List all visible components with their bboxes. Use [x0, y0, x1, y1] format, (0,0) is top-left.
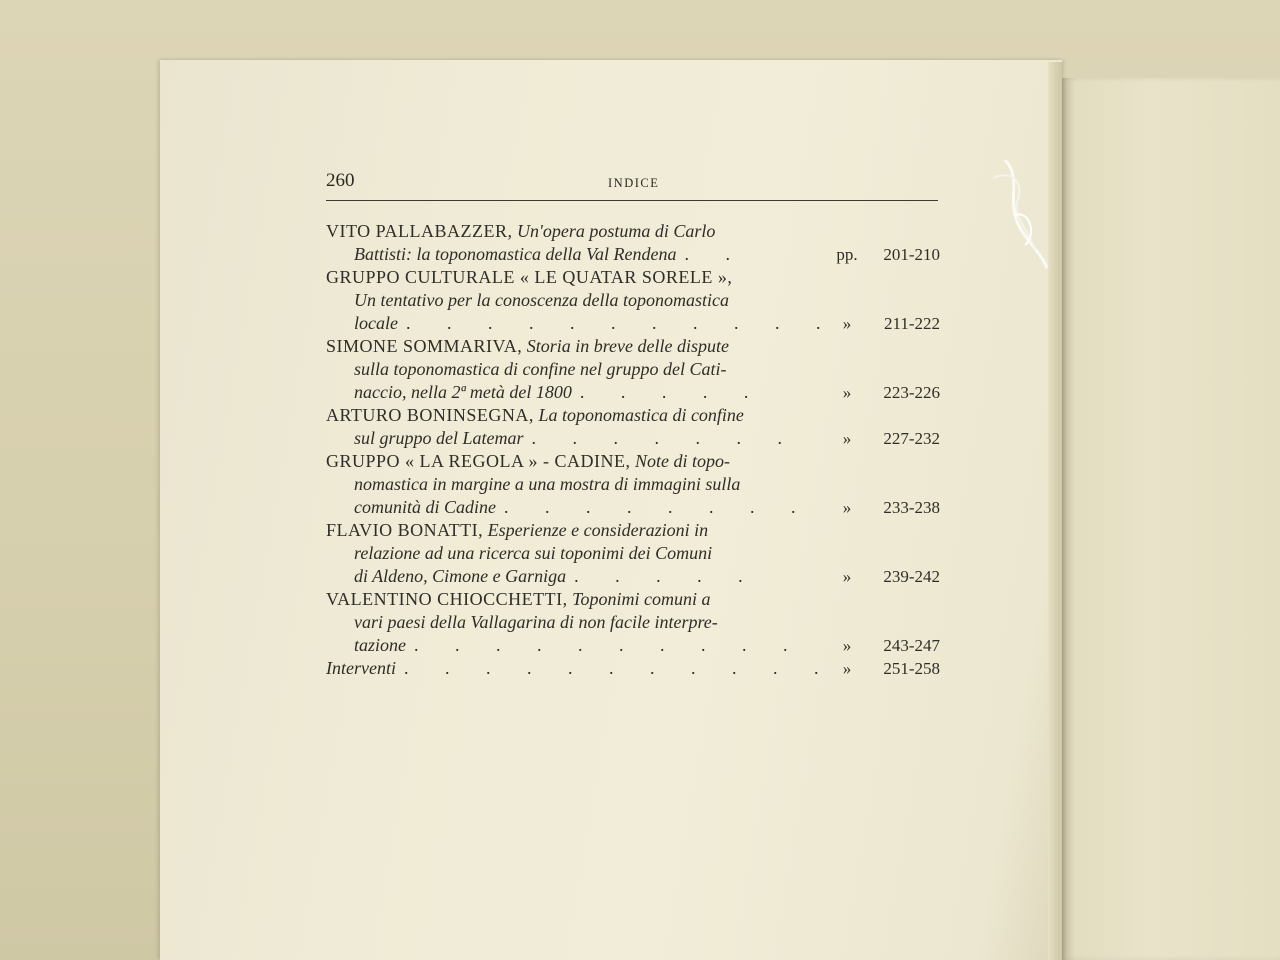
page-header — [326, 170, 938, 201]
running-title: INDICE — [608, 176, 660, 190]
toc-line — [326, 427, 940, 450]
toc-entry — [326, 266, 940, 335]
page-marker: » — [842, 314, 852, 333]
toc-entry — [326, 220, 940, 266]
toc-title: Storia in breve delle dispute — [526, 336, 729, 356]
page-range: 233-238 — [883, 498, 940, 517]
toc-author: FLAVIO BONATTI, — [326, 520, 484, 540]
toc-line — [326, 519, 940, 542]
toc-entry — [326, 404, 940, 450]
toc-title: Un tentativo per la conoscenza della toponomastica — [354, 290, 729, 310]
leader-dots: . . — [684, 244, 746, 264]
toc-author: VALENTINO CHIOCCHETTI, — [326, 589, 568, 609]
page-range: 227-232 — [883, 429, 940, 448]
toc-title: Esperienze e considerazioni in — [487, 520, 709, 540]
toc-entry — [326, 588, 940, 657]
page-range: 223-226 — [883, 383, 940, 402]
toc-author: GRUPPO CULTURALE « LE QUATAR SORELE », — [326, 267, 733, 287]
toc-title: di Aldeno, Cimone e Garniga — [354, 566, 567, 586]
toc-author: ARTURO BONINSEGNA, — [326, 405, 534, 425]
toc-line — [326, 335, 940, 358]
toc-line — [326, 496, 940, 519]
table-of-contents — [326, 220, 940, 680]
toc-title: Interventi — [326, 658, 396, 678]
toc-line — [326, 542, 940, 565]
page-marker: » — [842, 429, 852, 448]
toc-title: relazione ad una ricerca sui toponimi dei Comuni — [354, 543, 713, 563]
toc-author: SIMONE SOMMARIVA, — [326, 336, 523, 356]
toc-title: comunità di Cadine — [354, 497, 496, 517]
page-marker: » — [842, 636, 852, 655]
toc-line — [326, 220, 940, 243]
toc-title: nomastica in margine a una mostra di immagini sulla — [354, 474, 741, 494]
toc-title: Battisti: la toponomastica della Val Rendena — [354, 244, 677, 264]
toc-line — [326, 588, 940, 611]
page-range: 243-247 — [883, 636, 940, 655]
page-range: 239-242 — [883, 567, 940, 586]
leader-dots: . . . . . . . . . . — [414, 635, 804, 655]
toc-title: locale — [354, 313, 398, 333]
toc-title: vari paesi della Vallagarina di non facile interpre- — [354, 612, 718, 632]
page-marker: » — [842, 567, 852, 586]
leader-dots: . . . . . . . — [531, 428, 799, 448]
page-marker: » — [842, 659, 852, 678]
toc-title: Note di topo- — [635, 451, 731, 471]
toc-line — [326, 565, 940, 588]
toc-line — [326, 266, 940, 289]
toc-title: Toponimi comuni a — [572, 589, 711, 609]
toc-line — [326, 657, 940, 680]
toc-line — [326, 381, 940, 404]
page-number: 260 — [326, 170, 355, 191]
toc-line — [326, 473, 940, 496]
page-range: 211-222 — [883, 314, 940, 333]
toc-author: GRUPPO « LA REGOLA » - CADINE, — [326, 451, 631, 471]
toc-line — [326, 243, 940, 266]
leader-dots: . . . . . . . . . . . — [403, 658, 835, 678]
toc-title: Un'opera postuma di Carlo — [517, 221, 716, 241]
toc-title: sulla toponomastica di confine nel gruppo del Cati- — [354, 359, 727, 379]
toc-line — [326, 404, 940, 427]
toc-author: VITO PALLABAZZER, — [326, 221, 513, 241]
leader-dots: . . . . . — [574, 566, 759, 586]
adjacent-page — [1062, 78, 1280, 960]
toc-entry — [326, 519, 940, 588]
page-marker: » — [842, 498, 852, 517]
toc-title: La toponomastica di confine — [538, 405, 744, 425]
toc-title: naccio, nella 2ª metà del 1800 — [354, 382, 572, 402]
toc-title: tazione — [354, 635, 406, 655]
toc-line — [326, 289, 940, 312]
leader-dots: . . . . . — [579, 382, 765, 402]
page-marker: » — [842, 383, 852, 402]
toc-title: sul gruppo del Latemar — [354, 428, 524, 448]
toc-line — [326, 358, 940, 381]
leader-dots: . . . . . . . . — [504, 497, 812, 517]
toc-line — [326, 450, 940, 473]
leader-dots: . . . . . . . . . . . — [405, 313, 837, 333]
page-range: 201-210 — [883, 245, 940, 264]
toc-entry — [326, 657, 940, 680]
toc-line — [326, 611, 940, 634]
toc-entry — [326, 450, 940, 519]
toc-line — [326, 634, 940, 657]
toc-entry — [326, 335, 940, 404]
toc-line — [326, 312, 940, 335]
thread-icon — [985, 140, 1075, 290]
page-range: 251-258 — [883, 659, 940, 678]
page-marker: pp. — [836, 245, 858, 264]
